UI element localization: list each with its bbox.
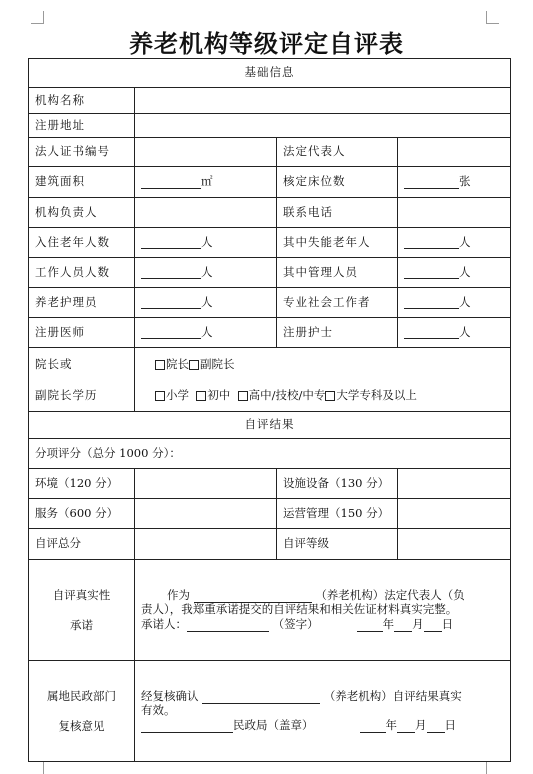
org-head-label: 机构负责人	[29, 198, 135, 228]
edu-primary-checkbox[interactable]	[155, 391, 165, 401]
doctor-label: 注册医师	[29, 318, 135, 348]
director-edu-label-line-1: 院长或	[35, 356, 73, 371]
section-header-result: 自评结果	[29, 412, 511, 439]
commit-month-blank[interactable]	[394, 617, 412, 632]
person-unit: 人	[459, 294, 471, 309]
staff-count-label: 工作人员人数	[29, 258, 135, 288]
org-name-label: 机构名称	[29, 88, 135, 114]
beds-unit: 张	[459, 174, 471, 189]
elderly-count-label: 入住老年人数	[29, 228, 135, 258]
area-blank[interactable]	[141, 176, 201, 189]
sign-note: （签字）	[272, 617, 319, 632]
staff-count-blank[interactable]	[141, 266, 201, 279]
edu-high-checkbox[interactable]	[238, 391, 248, 401]
vice-director-checkbox[interactable]	[189, 360, 199, 370]
director-edu-label-line-2: 副院长学历	[35, 387, 98, 402]
disabled-count-blank[interactable]	[404, 236, 459, 249]
phone-field[interactable]	[398, 198, 511, 228]
person-unit: 人	[201, 264, 213, 279]
page-title: 养老机构等级评定自评表	[129, 29, 404, 58]
doctor-blank[interactable]	[141, 326, 201, 339]
disabled-count-label: 其中失能老年人	[277, 228, 398, 258]
commitment-label-line-1: 自评真实性	[52, 588, 111, 602]
cert-no-label: 法人证书编号	[29, 138, 135, 167]
review-line-1	[141, 689, 504, 704]
person-unit: 人	[459, 264, 471, 279]
review-statement	[135, 661, 511, 762]
social-worker-field[interactable]	[398, 288, 511, 318]
review-line-3	[141, 718, 504, 733]
director-checkbox[interactable]	[155, 360, 165, 370]
legal-rep-label: 法定代表人	[277, 138, 398, 167]
mgmt-count-label: 其中管理人员	[277, 258, 398, 288]
nurse-label: 注册护士	[277, 318, 398, 348]
commitment-label-line-2: 承诺	[70, 618, 93, 632]
grade-label: 自评等级	[277, 529, 398, 560]
commit-month-label: 月	[412, 617, 424, 632]
signature-blank[interactable]	[187, 617, 269, 632]
review-year-label: 年	[385, 718, 397, 733]
education-options	[155, 380, 504, 411]
org-name-field[interactable]	[135, 88, 511, 114]
commitment-text-a: 作为	[167, 588, 190, 603]
area-unit: ㎡	[201, 174, 213, 189]
commitment-line-3	[141, 617, 504, 632]
review-day-label: 日	[444, 718, 456, 733]
bureau-blank[interactable]	[141, 718, 233, 733]
nurse-field[interactable]	[398, 318, 511, 348]
bureau-label: 民政局（盖章）	[233, 718, 314, 733]
director-option-label: 院长	[166, 356, 189, 371]
edu-junior-label: 初中	[207, 387, 231, 402]
position-options	[155, 349, 504, 380]
director-edu-label	[29, 348, 135, 412]
review-text-b: （养老机构）自评结果真实	[323, 689, 462, 704]
mgmt-count-blank[interactable]	[404, 266, 459, 279]
edu-college-label: 大学专科及以上	[336, 387, 417, 402]
review-label-line-2: 复核意见	[58, 719, 105, 733]
total-score-field[interactable]	[135, 529, 277, 560]
reg-address-field[interactable]	[135, 114, 511, 138]
beds-label: 核定床位数	[277, 167, 398, 198]
service-score-label: 服务（600 分）	[29, 499, 135, 529]
review-label-line-1: 属地民政部门	[47, 689, 116, 703]
person-unit: 人	[201, 294, 213, 309]
director-edu-options	[135, 348, 511, 412]
operation-score-label: 运营管理（150 分）	[277, 499, 398, 529]
commit-day-blank[interactable]	[424, 617, 442, 632]
crop-mark-bottom-right	[486, 761, 499, 774]
social-worker-blank[interactable]	[404, 296, 459, 309]
elderly-count-blank[interactable]	[141, 236, 201, 249]
review-month-label: 月	[415, 718, 427, 733]
review-year-blank[interactable]	[360, 718, 386, 733]
total-score-label: 自评总分	[29, 529, 135, 560]
disabled-count-field[interactable]	[398, 228, 511, 258]
review-line-2: 有效。	[141, 703, 176, 718]
beds-field[interactable]	[398, 167, 511, 198]
reg-address-label: 注册地址	[29, 114, 135, 138]
area-label: 建筑面积	[29, 167, 135, 198]
crop-mark-top-right	[486, 11, 499, 24]
area-field[interactable]	[135, 167, 277, 198]
edu-high-label: 高中/技校/中专	[248, 387, 326, 402]
cert-no-field[interactable]	[135, 138, 277, 167]
elderly-count-field[interactable]	[135, 228, 277, 258]
signer-label: 承诺人：	[141, 617, 187, 632]
legal-rep-field[interactable]	[398, 138, 511, 167]
commit-year-blank[interactable]	[357, 617, 383, 632]
social-worker-label: 专业社会工作者	[277, 288, 398, 318]
nursing-staff-label: 养老护理员	[29, 288, 135, 318]
crop-mark-top-left	[31, 11, 44, 24]
commitment-line-1	[141, 588, 504, 603]
review-month-blank[interactable]	[397, 718, 415, 733]
vice-director-option-label: 副院长	[200, 356, 235, 371]
review-text-a: 经复核确认	[141, 689, 199, 704]
edu-college-checkbox[interactable]	[325, 391, 335, 401]
crop-mark-bottom-left	[31, 761, 44, 774]
review-org-blank[interactable]	[202, 689, 320, 704]
review-day-blank[interactable]	[427, 718, 445, 733]
score-summary-line: 分项评分（总分 1000 分）：	[29, 439, 511, 469]
beds-blank[interactable]	[404, 176, 459, 189]
section-header-basic: 基础信息	[29, 59, 511, 88]
operation-score-field[interactable]	[398, 499, 511, 529]
nurse-blank[interactable]	[404, 326, 459, 339]
edu-primary-label: 小学	[166, 387, 189, 402]
service-score-field[interactable]	[135, 499, 277, 529]
person-unit: 人	[201, 234, 213, 249]
facility-score-field[interactable]	[398, 469, 511, 499]
person-unit: 人	[201, 324, 213, 339]
nursing-staff-field[interactable]	[135, 288, 277, 318]
facility-score-label: 设施设备（130 分）	[277, 469, 398, 499]
mgmt-count-field[interactable]	[398, 258, 511, 288]
doctor-field[interactable]	[135, 318, 277, 348]
env-score-label: 环境（120 分）	[29, 469, 135, 499]
commit-year-label: 年	[382, 617, 395, 632]
commitment-statement	[135, 560, 511, 661]
commitment-label	[29, 560, 135, 661]
grade-field[interactable]	[398, 529, 511, 560]
evaluation-form	[28, 58, 511, 762]
commitment-text-b: （养老机构）法定代表人（负	[315, 588, 465, 603]
commit-day-label: 日	[441, 617, 454, 632]
env-score-field[interactable]	[135, 469, 277, 499]
edu-junior-checkbox[interactable]	[196, 391, 206, 401]
org-name-blank[interactable]	[194, 588, 312, 603]
staff-count-field[interactable]	[135, 258, 277, 288]
person-unit: 人	[459, 324, 471, 339]
commitment-line-2: 责人），我郑重承诺提交的自评结果和相关佐证材料真实完整。	[141, 602, 458, 617]
review-label	[29, 661, 135, 762]
phone-label: 联系电话	[277, 198, 398, 228]
nursing-staff-blank[interactable]	[141, 296, 201, 309]
org-head-field[interactable]	[135, 198, 277, 228]
person-unit: 人	[459, 234, 471, 249]
